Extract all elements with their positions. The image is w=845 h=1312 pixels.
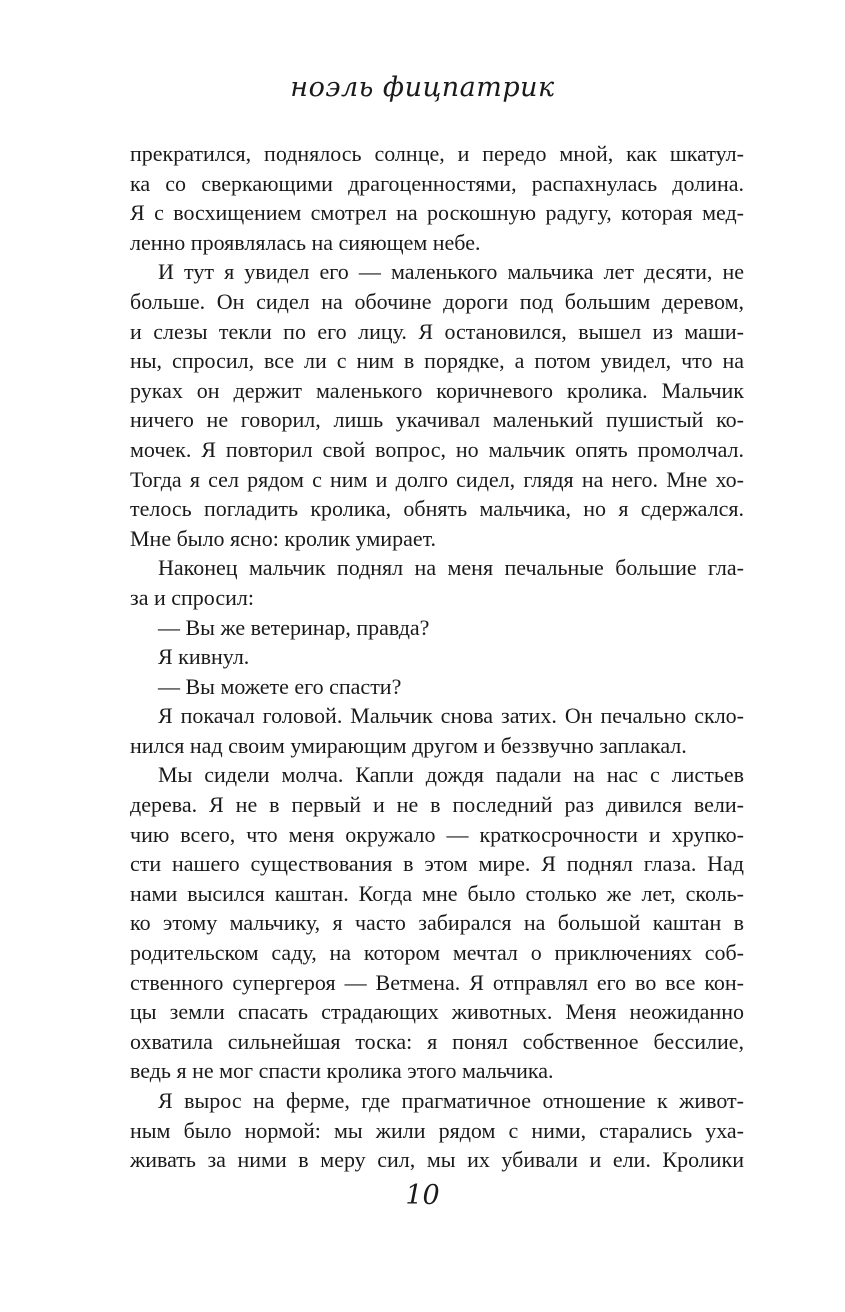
text-line: нами высился каштан. Когда мне было столько же лет, сколь- [130,880,744,906]
page-number: 10 [405,1180,440,1211]
text-line: ленно проявлялась на сияющем небе. [130,229,481,255]
text-line: руках он держит маленького коричневого кролика. Мальчик [130,377,744,403]
text-line: охватила сильнейшая тоска: я понял собственное бессилие, [130,1028,744,1054]
text-line: — Вы же ветеринар, правда? [158,614,430,640]
text-line: родительском саду, на котором мечтал о приключениях соб- [130,940,744,966]
text-line: Наконец мальчик поднял на меня печальные большие гла- [158,555,744,581]
text-line: Мне было ясно: кролик умирает. [130,525,437,551]
text-line: Я вырос на ферме, где прагматичное отношение к живот- [158,1088,744,1113]
text-line: ным было нормой: мы жили рядом с ними, старались уха- [130,1117,744,1143]
text-line: за и спросил: [130,584,254,610]
text-line: и слезы текли по его лицу. Я остановился, вышел из маши- [130,318,744,344]
text-line: ны, спросил, все ли с ним в порядке, а потом увидел, что на [130,348,744,374]
running-head: ноэль фицпатрик [290,72,555,103]
text-line: — Вы можете его спасти? [158,673,402,699]
text-line: сти нашего существования в этом мире. Я поднял глаза. Над [130,851,744,877]
text-line: прекратился, поднялось солнце, и передо мной, как шкатул- [130,141,744,166]
text-line: ко этому мальчику, я часто забирался на большой каштан в [130,910,744,936]
text-line: И тут я увидел его — маленького мальчика лет десяти, не [158,259,744,285]
text-line: Я с восхищением смотрел на роскошную радугу, которая мед- [130,200,744,226]
body-text [130,139,744,1175]
text-line: цы земли спасать страдающих животных. Меня неожиданно [130,999,744,1025]
text-line: Мы сидели молча. Капли дождя падали на нас с листьев [158,762,744,788]
text-line: ведь я не мог спасти кролика этого мальчика. [130,1058,554,1084]
text-line: нился над своим умирающим другом и беззвучно заплакал. [130,732,687,758]
text-line: ничего не говорил, лишь укачивал маленький пушистый ко- [130,407,744,433]
text-line: Я кивнул. [158,644,250,670]
text-line: ка со сверкающими драгоценностями, распахнулась долина. [130,170,744,196]
text-line: телось погладить кролика, обнять мальчика, но я сдержался. [130,496,744,522]
text-line: Тогда я сел рядом с ним и долго сидел, глядя на него. Мне хо- [130,466,744,492]
text-line: мочек. Я повторил свой вопрос, но мальчик опять промолчал. [130,436,744,462]
text-line: дерева. Я не в первый и не в последний раз дивился вели- [130,792,744,818]
text-line: больше. Он сидел на обочине дороги под большим деревом, [130,288,744,314]
text-line: живать за ними в меру сил, мы их убивали и ели. Кролики [130,1147,744,1173]
text-line: Я покачал головой. Мальчик снова затих. Он печально скло- [158,703,744,729]
text-line: ственного супергероя — Ветмена. Я отправлял его во все кон- [130,969,744,995]
text-line: чию всего, что меня окружало — краткосрочности и хрупко- [130,821,744,847]
